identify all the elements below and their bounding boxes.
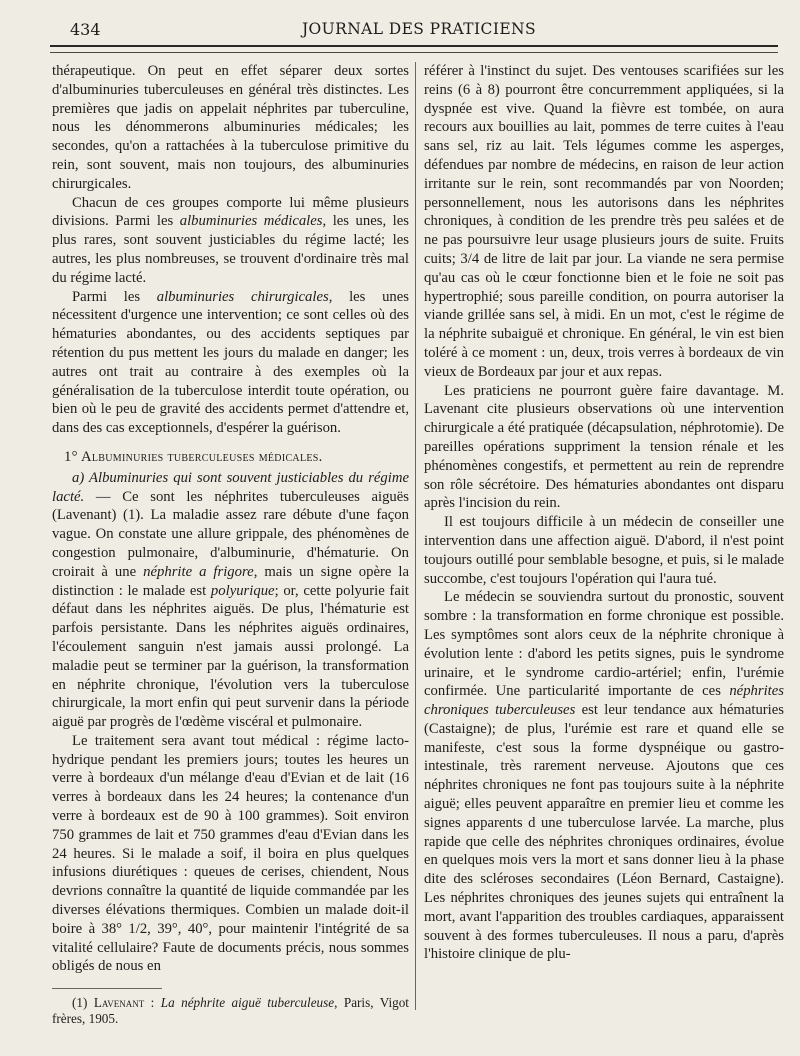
text-run: , les unes nécessitent d'urgence une intervention; ce sont celles où des hématuries abondantes, ou des accidents septiques par rétention du pus mettent les jours du malade en danger; les autres ont trait au contraire à des exemples où la généralisation de la tuberculose interdit toute opération, ou bien où le peu de gravité des accidents permet d'attendre et, dans des cas exceptionnels, d'espérer la guérison.: [52, 288, 409, 437]
section-heading: 1° Albuminuries tuberculeuses médicales.: [64, 448, 323, 465]
page-header: [60, 18, 778, 46]
column-divider: [415, 62, 416, 1010]
italic-term: polyurique: [210, 582, 275, 599]
text-run: ; or, cette polyurie fait défaut dans les néphrites aiguës. De plus, l'hématurie est parfois persistante. Dans les néphrites aiguës ordinaires, l'écoulement sanguin n'est jamais aussi prolongé. La maladie peut se terminer par la guérison, la transformation en néphrite chronique, l'évolution vers la tuberculose chirurgicale, la mort enfin qui peut survenir dans la période aiguë par progrès de l'œdème viscéral et pulmonaire.: [52, 582, 409, 731]
paragraph: [52, 288, 409, 438]
text-run: Chacun de ces groupes comporte lui même plusieurs divisions. Parmi les: [52, 194, 409, 230]
subsection-lead: a) Albuminuries qui sont souvent justiciables du régime lacté.: [52, 469, 409, 505]
left-column: [52, 62, 409, 1027]
text-run: , Paris, Vigot frères, 1905.: [52, 995, 409, 1027]
text-run: — Ce sont les néphrites tuberculeuses aiguës (Lavenant) (1). La maladie assez rare débute d'une façon vague. On constate une allure grippale, des phénomènes de congestion pulmonaire, d'albuminurie, d'hématurie. On croirait à une: [52, 488, 409, 580]
text-run: Le médecin se souviendra surtout du pronostic, souvent sombre : la transformation en forme chronique est possible. Les symptômes sont alors ceux de la néphrite chronique à évolution lente : d'abord les petits signes, puis le syndrome urinaire, et le syndrome cardio-artériel; enfin, l'urémie confirmée. Une particularité importante de ces: [424, 589, 784, 700]
paragraph: référer à l'instinct du sujet. Des ventouses scarifiées sur les reins (6 à 8) pourront être concurremment appliquées, si la dyspnée est vive. Quand la fièvre est tombée, on aura recours aux bouillies au lait, pommes de terre cuites à l'eau sans sel, riz au lait. Tels légumes comme les asperges, défendues par nombre de médecins, en raison de leur action irritante sur le rein, sont recommandés par von Noorden; personnellement, nous les autorisons dans les néphrites chroniques, à condition de les prendre très peu salées et de ne pas poursuivre leur usage plusieurs jours de suite. Fruits cuits; 3/4 de litre de lait par jour. La viande ne sera permise qu'au cas où le cœur fonctionne bien et le foie ne soit pas hypertrophié; sous pareille condition, on pourra autoriser la viande grillée sans sel, à midi. En un mot, c'est le régime de la néphrite subaiguë et chronique. En général, le vin est bien toléré à ce moment : un, deux, trois verres à bordeaux de vin vieux de Bordeaux par jour et aux repas.: [424, 63, 784, 380]
paragraph: [52, 194, 409, 288]
paragraph: Il est toujours difficile à un médecin de conseiller une intervention dans une affection aiguë. D'abord, il n'est point toujours outillé pour semblable besogne, et puis, si le malade succombe, c'est toujours l'opération qui l'aura tué.: [424, 514, 784, 587]
footnote-title: La néphrite aiguë tuberculeuse: [160, 995, 335, 1011]
paragraph: Les praticiens ne pourront guère faire davantage. M. Lavenant cite plusieurs observations où une intervention chirurgicale a été pratiquée (décapsulation, néphrotomie). De pareilles opérations suppriment la tension rénale et les phénomènes congestifs, et permettent au rein de reprendre son rôle sécrétoire. Des hématuries abondantes ont disparu après l'incision du rein.: [424, 382, 784, 512]
italic-term: néphrite a frigore: [143, 563, 254, 580]
footnote-author: Lavenant: [93, 995, 145, 1011]
header-rule: [50, 45, 778, 47]
right-column: [424, 62, 784, 964]
footnote-rule: [52, 988, 162, 989]
paragraph: thérapeutique. On peut en effet séparer deux sortes d'albuminuries tuberculeuses en général très distinctes. Les premières que jadis on appelait néphrites par tuberculine, nous les dénommerons albuminuries médicales; les secondes, qu'on a rattachées à la tuberculose primitive du rein, sont souvent, mais non toujours, des albuminuries chirurgicales.: [52, 63, 409, 192]
paragraph: [52, 469, 409, 732]
header-rule-thin: [50, 52, 778, 53]
italic-term: albuminuries médicales: [179, 213, 323, 230]
text-run: , mais un signe opère la distinction : le malade est: [52, 563, 409, 599]
running-title: JOURNAL DES PRATICIENS: [301, 20, 537, 38]
paragraph: Le traitement sera avant tout médical : régime lacto-hydrique pendant les premiers jours; toutes les heures un verre à bordeaux d'un mélange d'eau d'Evian et de lait (16 verres à bordeaux dans les 24 heures; la contenance d'un verre à bordeaux est de 90 à 100 grammes). Soit environ 750 grammes de lait et 750 grammes d'eau d'Evian dans les 24 heures. Si le malade a soif, il boira en plus quelques infusions diurétiques : queues de cerises, chiendent, Nous devrions connaître la quantité de liquide commandée par les diverses élévations thermiques. Combien un malade doit-il boire à 38° 1/2, 39°, 40°, pour maintenir l'intégrité de sa vitalité cellulaire? Faute de documents précis, nous sommes obligés de nous en: [52, 732, 409, 975]
text-run: Parmi les: [72, 288, 157, 305]
paragraph: [424, 588, 784, 964]
text-run: , les unes, les plus rares, sont souvent justiciables du régime lacté; les autres, les plus nombreuses, se trouvent d'ordinaire très mal du régime lacté.: [52, 213, 409, 286]
text-run: (1): [72, 995, 94, 1011]
italic-term: albuminuries chirurgicales: [156, 288, 329, 305]
text-run: est leur tendance aux hématuries (Castaigne); de plus, l'urémie est rare et quand elle se manifeste, c'est sous la forme dyspnéique ou gastro-intestinale, très rarement nerveuse. Ajoutons que ces néphrites chroniques ne font pas toujours suite à la néphrite aiguë; elles peuvent apparaître en premier lieu et comme les signes apparents d une tuberculose larvée. La marche, plus rapide que celle des néphrites chroniques ordinaires, évolue en quelques mois vers la mort et sans donner lieu à la phase dite des scléroses secondaires (Léon Bernard, Castaigne). Les néphrites chroniques des jeunes sujets qui entraînent la mort, avant l'apparition des troubles cardiaques, apparaissent souvent à des formes tuberculeuses. Il nous a paru, d'après l'histoire clinique de plu-: [424, 702, 784, 963]
page-number: 434: [70, 20, 101, 39]
italic-term: néphrites chroniques tuberculeuses: [424, 683, 784, 719]
footnote: [52, 995, 409, 1027]
text-run: :: [144, 995, 161, 1011]
